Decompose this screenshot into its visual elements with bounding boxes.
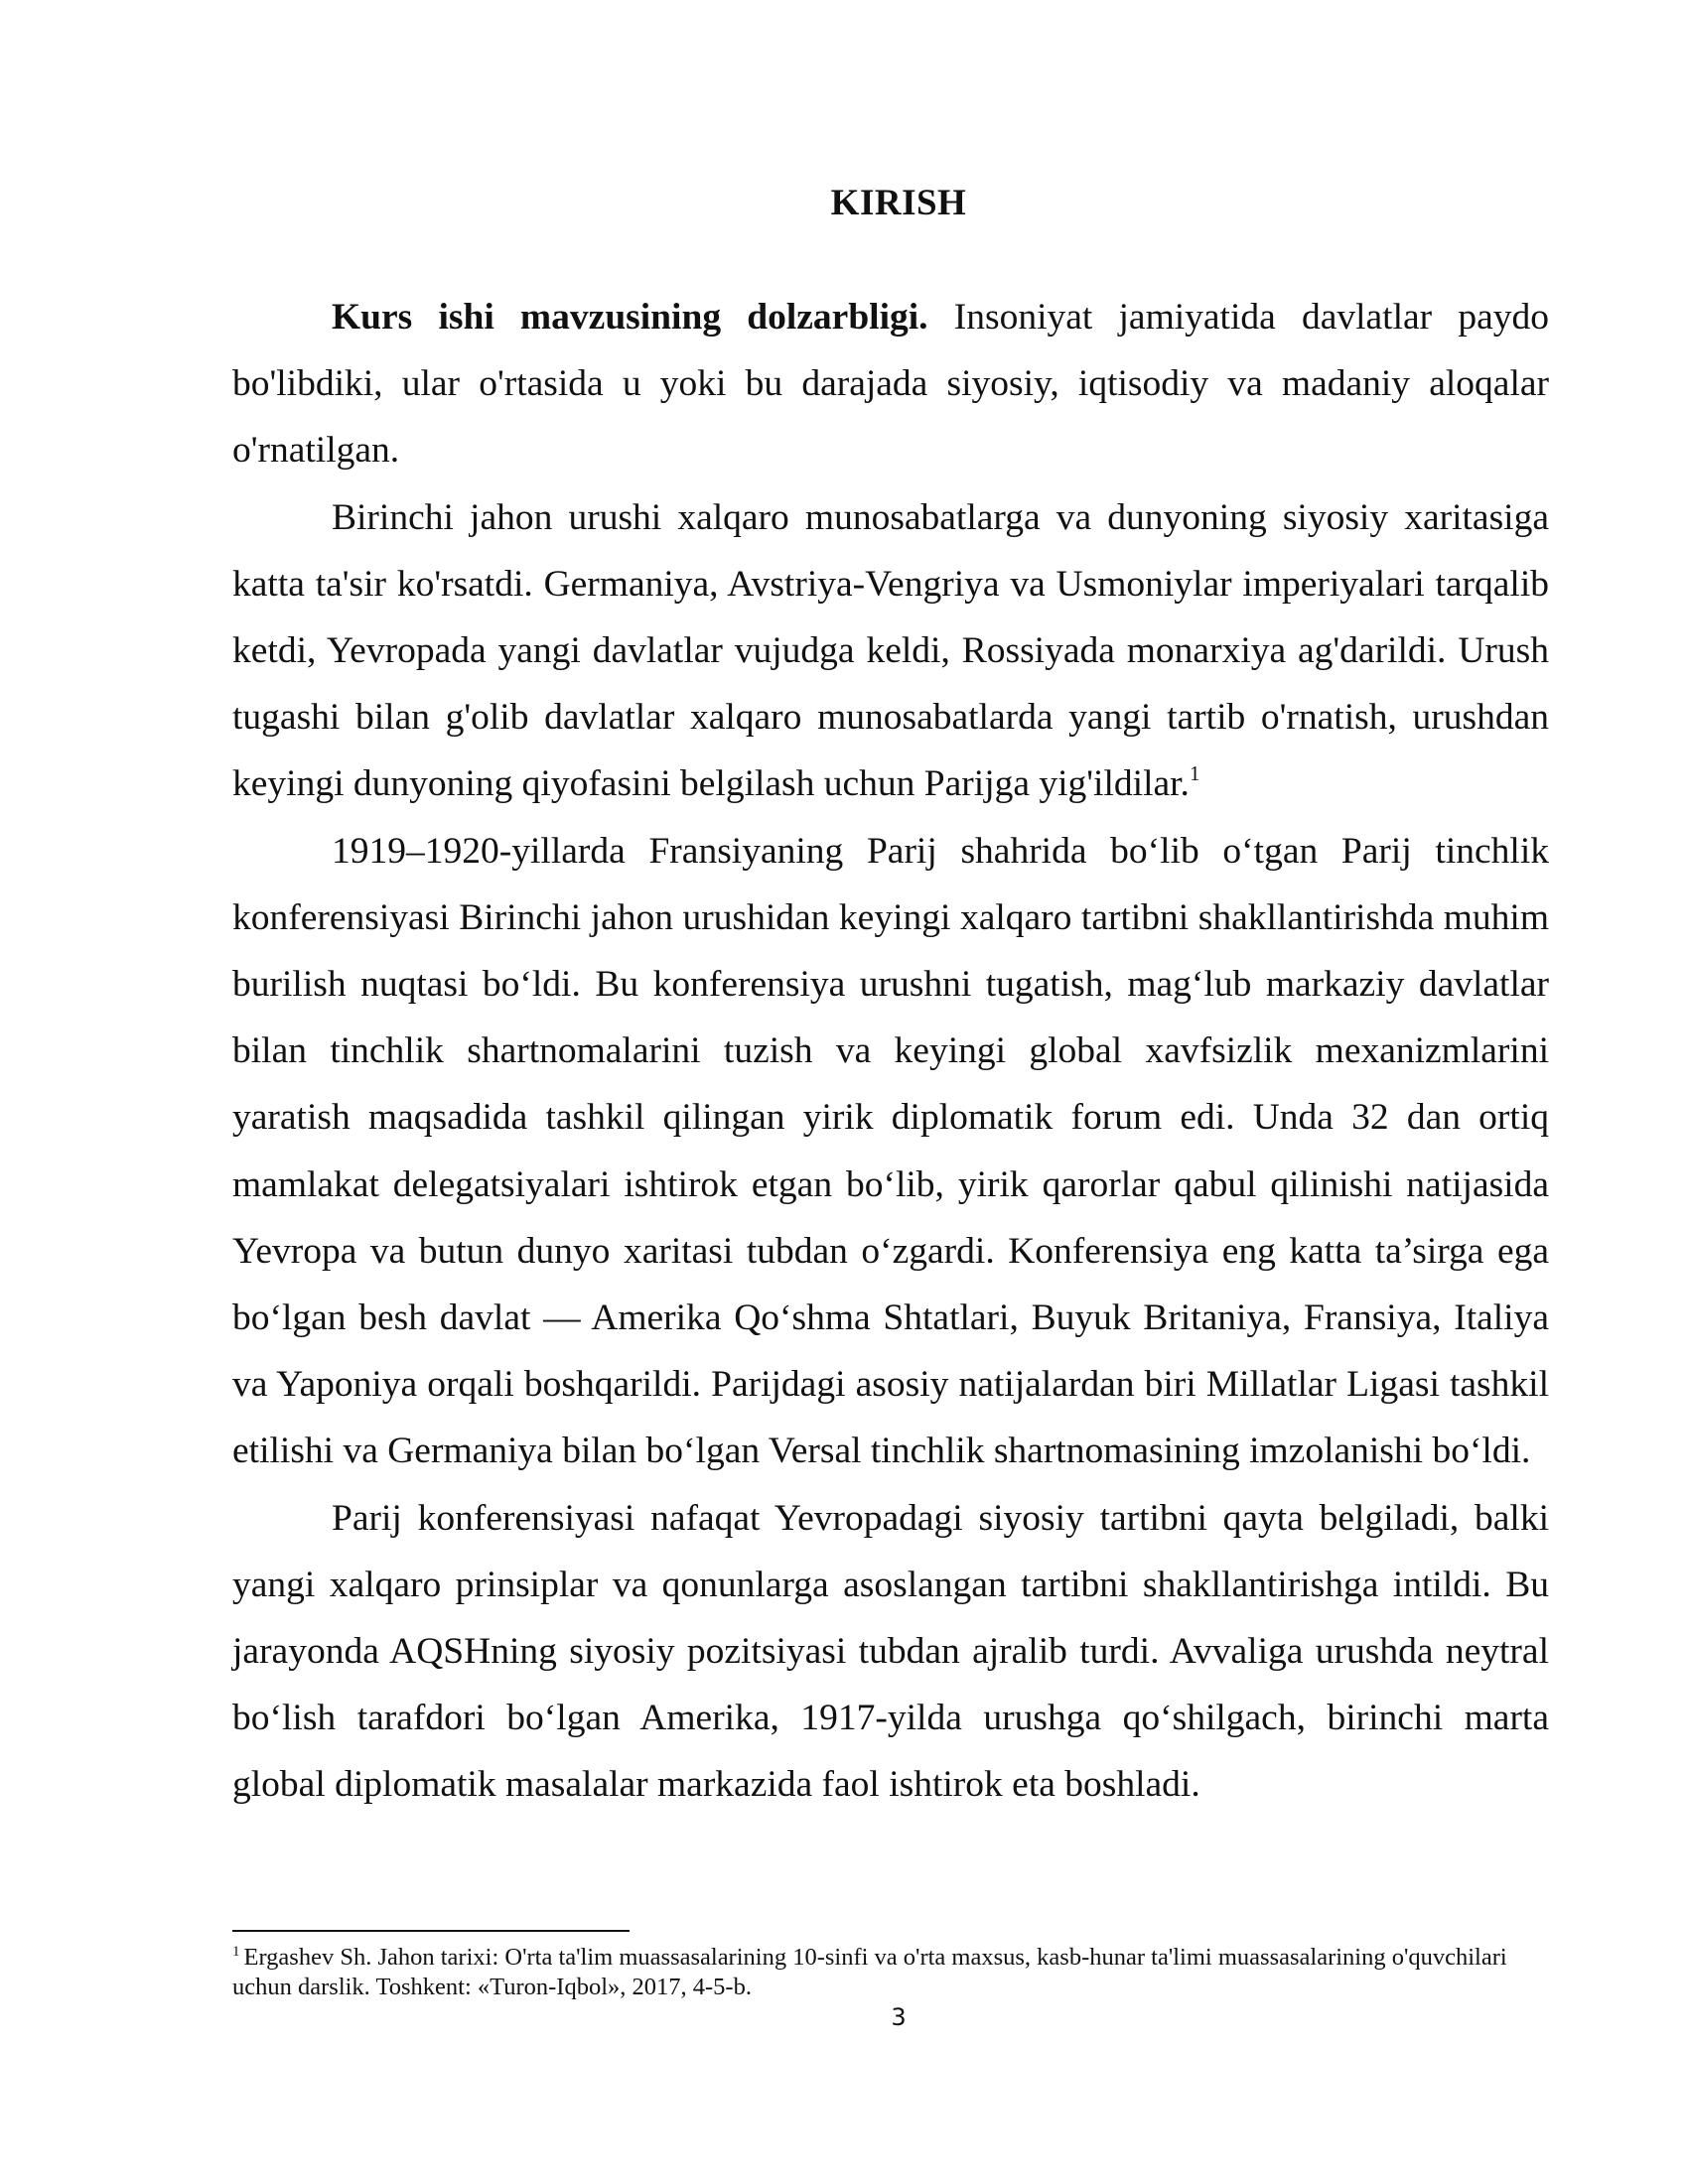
footnote-marker: 1 bbox=[232, 1943, 240, 1960]
paragraph-ww1-impact bbox=[232, 484, 1549, 818]
paragraph-text: Birinchi jahon urushi xalqaro munosabatlarga va dunyoning siyosiy xaritasiga katta ta'sir ko'rsatdi. Germaniya, Avstriya-Vengriya va Usmoniylar imperiyalari tarqalib ketdi, Yevropada yangi davlatlar vujudga keldi, Rossiyada monarxiya ag'darildi. Urush tugashi bilan g'olib davlatlar xalqaro munosabatlarda yangi tartib o'rnatish, urushdan keyingi dunyoning qiyofasini belgilash uchun Parijga yig'ildilar. bbox=[232, 496, 1549, 805]
page-number: 3 bbox=[891, 2003, 907, 2031]
paragraph-text: Insoniyat jamiyatida davlatlar paydo bo'libdiki, ular o'rtasida u yoki bu darajada siyosiy, iqtisodiy va madaniy aloqalar o'rnatilgan. bbox=[232, 297, 1549, 472]
footnote-separator bbox=[232, 1930, 630, 1932]
paragraph-text: 1919–1920-yillarda Fransiyaning Parij shahrida bo‘lib o‘tgan Parij tinchlik konferensiyasi Birinchi jahon urushidan keyingi xalqaro tartibni shakllantirishda muhim burilish nuqtasi bo‘ldi. Bu konferensiya urushni tugatish, mag‘lub markaziy davlatlar bilan tinchlik shartnomalarini tuzish va keyingi global xavfsizlik mexanizmlarini yaratish maqsadida tashkil qilingan yirik diplomatik forum edi. Unda 32 dan ortiq mamlakat delegatsiyalari ishtirok etgan bo‘lib, yirik qarorlar qabul qilinishi natijasida Yevropa va butun dunyo xaritasi tubdan o‘zgardi. Konferensiya eng katta ta’sirga ega bo‘lgan besh davlat — Amerika Qo‘shma Shtatlari, Buyuk Britaniya, Fransiya, Italiya va Yaponiya orqali boshqarildi. Parijdagi asosiy natijalardan biri Millatlar Ligasi tashkil etilishi va Germaniya bilan bo‘lgan Versal tinchlik shartnomasining imzolanishi bo‘ldi. bbox=[232, 830, 1549, 1472]
paragraph-paris-conference bbox=[232, 818, 1549, 1485]
paragraph-text: Parij konferensiyasi nafaqat Yevropadagi siyosiy tartibni qayta belgiladi, balki yangi xalqaro prinsiplar va qonunlarga asoslangan tartibni shakllantirishga intildi. Bu jarayonda AQSHning siyosiy pozitsiyasi tubdan ajralib turdi. Avvaliga urushda neytral bo‘lish tarafdori bo‘lgan Amerika, 1917-yilda urushga qo‘shilgach, birinchi marta global diplomatik masalalar markazida faol ishtirok eta boshladi. bbox=[232, 1497, 1549, 1806]
footnote bbox=[232, 1943, 1553, 2002]
footnote-text: Ergashev Sh. Jahon tarixi: O'rta ta'lim muassasalarining 10-sinfi va o'rta maxsus, kasb-hunar ta'limi muassasalarining o'quvchilari uchun darslik. Toshkent: «Turon-Iqbol», 2017, 4-5-b. bbox=[232, 1944, 1507, 2000]
paragraph-us-position bbox=[232, 1485, 1549, 1819]
paragraph-lead: Kurs ishi mavzusining dolzarbligi. bbox=[332, 297, 928, 338]
body-text bbox=[232, 284, 1549, 1819]
section-heading: KIRISH bbox=[830, 182, 967, 223]
footnote-reference[interactable]: 1 bbox=[1189, 760, 1200, 785]
paragraph-relevance bbox=[232, 284, 1549, 484]
